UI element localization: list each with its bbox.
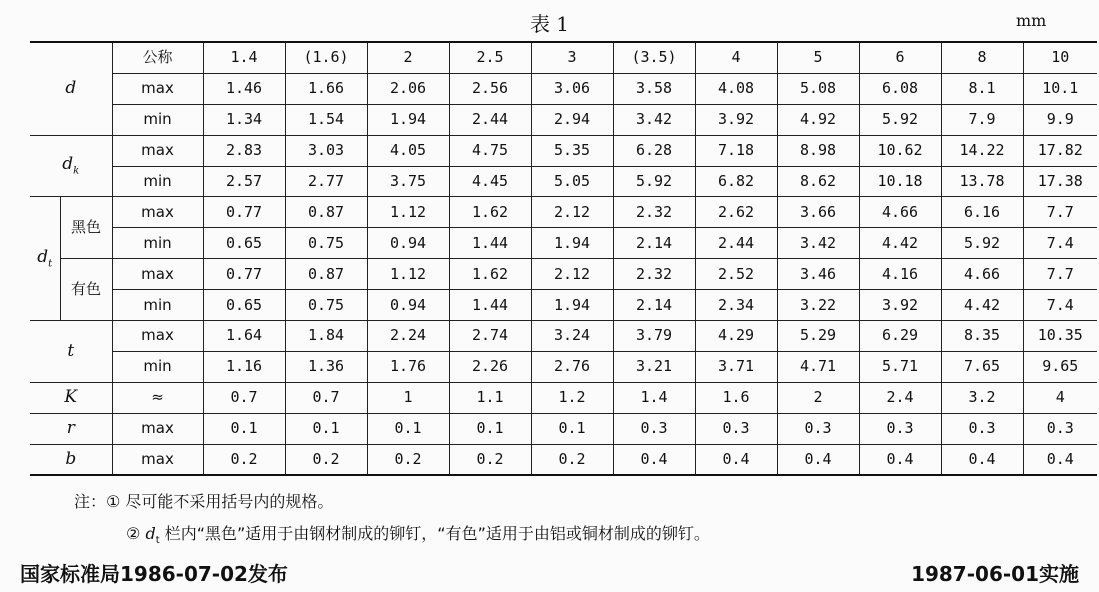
value-cell: 14.22 bbox=[941, 135, 1023, 166]
value-cell: 0.65 bbox=[203, 290, 285, 321]
value-cell: 7.65 bbox=[941, 351, 1023, 382]
value-cell: 0.87 bbox=[285, 197, 367, 228]
value-cell: 2.52 bbox=[695, 259, 777, 290]
value-cell: 2.74 bbox=[449, 321, 531, 352]
value-cell: 3.2 bbox=[941, 382, 1023, 413]
size-cell: 3 bbox=[531, 42, 613, 73]
value-cell: 2.14 bbox=[613, 228, 695, 259]
value-cell: 10.62 bbox=[859, 135, 941, 166]
value-cell: 2.44 bbox=[695, 228, 777, 259]
value-cell: 0.7 bbox=[285, 382, 367, 413]
value-cell: 5.08 bbox=[777, 73, 859, 104]
value-cell: 0.3 bbox=[941, 413, 1023, 444]
symbol-d: d bbox=[30, 42, 112, 135]
value-cell: 3.79 bbox=[613, 321, 695, 352]
table-notes bbox=[74, 486, 710, 557]
value-cell: 7.4 bbox=[1023, 228, 1097, 259]
value-cell: 0.75 bbox=[285, 290, 367, 321]
value-cell: 17.38 bbox=[1023, 166, 1097, 197]
value-cell: 0.75 bbox=[285, 228, 367, 259]
value-cell: 1.36 bbox=[285, 351, 367, 382]
value-cell: 7.7 bbox=[1023, 197, 1097, 228]
value-cell: 2.4 bbox=[859, 382, 941, 413]
value-cell: 3.21 bbox=[613, 351, 695, 382]
value-cell: 5.92 bbox=[613, 166, 695, 197]
value-cell: 2.57 bbox=[203, 166, 285, 197]
value-cell: 6.82 bbox=[695, 166, 777, 197]
table-row bbox=[30, 228, 1097, 259]
nominal-label: 公称 bbox=[112, 42, 203, 73]
value-cell: 8.98 bbox=[777, 135, 859, 166]
value-cell: 1.44 bbox=[449, 290, 531, 321]
value-cell: 0.1 bbox=[367, 413, 449, 444]
size-cell: 6 bbox=[859, 42, 941, 73]
value-cell: 2.12 bbox=[531, 197, 613, 228]
value-cell: 0.4 bbox=[777, 444, 859, 475]
symbol-k: K bbox=[30, 382, 112, 413]
value-cell: 3.58 bbox=[613, 73, 695, 104]
value-cell: 1.94 bbox=[531, 228, 613, 259]
value-cell: 8.1 bbox=[941, 73, 1023, 104]
value-cell: 1.62 bbox=[449, 259, 531, 290]
value-cell: 0.2 bbox=[285, 444, 367, 475]
value-cell: 0.3 bbox=[777, 413, 859, 444]
value-cell: 2.32 bbox=[613, 259, 695, 290]
value-cell: 0.1 bbox=[203, 413, 285, 444]
value-cell: 1.94 bbox=[367, 104, 449, 135]
value-cell: 2.24 bbox=[367, 321, 449, 352]
effective-date: 1987-06-01实施 bbox=[911, 562, 1079, 586]
value-cell: 0.87 bbox=[285, 259, 367, 290]
table-row bbox=[30, 444, 1097, 475]
value-cell: 4.75 bbox=[449, 135, 531, 166]
value-cell: 1.46 bbox=[203, 73, 285, 104]
value-cell: 1.12 bbox=[367, 259, 449, 290]
value-cell: 0.94 bbox=[367, 228, 449, 259]
size-cell: 8 bbox=[941, 42, 1023, 73]
rivet-dimension-table bbox=[30, 41, 1097, 476]
value-cell: 0.1 bbox=[531, 413, 613, 444]
value-cell: 7.9 bbox=[941, 104, 1023, 135]
limit-label: max bbox=[112, 135, 203, 166]
value-cell: 7.4 bbox=[1023, 290, 1097, 321]
symbol-b: b bbox=[30, 444, 112, 475]
size-cell: 1.4 bbox=[203, 42, 285, 73]
value-cell: 6.08 bbox=[859, 73, 941, 104]
value-cell: 5.35 bbox=[531, 135, 613, 166]
value-cell: 1.64 bbox=[203, 321, 285, 352]
value-cell: 7.18 bbox=[695, 135, 777, 166]
value-cell: 2.34 bbox=[695, 290, 777, 321]
value-cell: 0.3 bbox=[1023, 413, 1097, 444]
value-cell: 4.42 bbox=[859, 228, 941, 259]
note-1: 注：① 尽可能不采用括号内的规格。 bbox=[74, 492, 334, 511]
value-cell: 4.45 bbox=[449, 166, 531, 197]
value-cell: 1.1 bbox=[449, 382, 531, 413]
value-cell: 3.42 bbox=[777, 228, 859, 259]
value-cell: 10.1 bbox=[1023, 73, 1097, 104]
value-cell: 1 bbox=[367, 382, 449, 413]
value-cell: 0.4 bbox=[695, 444, 777, 475]
value-cell: 17.82 bbox=[1023, 135, 1097, 166]
value-cell: 3.66 bbox=[777, 197, 859, 228]
value-cell: 2.56 bbox=[449, 73, 531, 104]
value-cell: 1.34 bbox=[203, 104, 285, 135]
symbol-dt: $d_t$ bbox=[30, 197, 60, 321]
value-cell: 9.65 bbox=[1023, 351, 1097, 382]
value-cell: 2.83 bbox=[203, 135, 285, 166]
table-row bbox=[30, 382, 1097, 413]
size-cell: 2 bbox=[367, 42, 449, 73]
limit-label: max bbox=[112, 321, 203, 352]
value-cell: 0.77 bbox=[203, 197, 285, 228]
value-cell: 13.78 bbox=[941, 166, 1023, 197]
value-cell: 3.06 bbox=[531, 73, 613, 104]
value-cell: 6.28 bbox=[613, 135, 695, 166]
value-cell: 1.94 bbox=[531, 290, 613, 321]
value-cell: 5.92 bbox=[941, 228, 1023, 259]
value-cell: 6.16 bbox=[941, 197, 1023, 228]
value-cell: 0.3 bbox=[859, 413, 941, 444]
size-cell: 4 bbox=[695, 42, 777, 73]
value-cell: 1.44 bbox=[449, 228, 531, 259]
group-ferrous: 黑色 bbox=[60, 197, 112, 259]
value-cell: 2.12 bbox=[531, 259, 613, 290]
value-cell: 8.35 bbox=[941, 321, 1023, 352]
value-cell: 1.2 bbox=[531, 382, 613, 413]
size-cell: 10 bbox=[1023, 42, 1097, 73]
table-row bbox=[30, 259, 1097, 290]
value-cell: 2.76 bbox=[531, 351, 613, 382]
value-cell: 2.14 bbox=[613, 290, 695, 321]
value-cell: 4.66 bbox=[941, 259, 1023, 290]
table-title: 表 1 bbox=[529, 12, 570, 36]
table-row bbox=[30, 104, 1097, 135]
value-cell: 0.4 bbox=[859, 444, 941, 475]
value-cell: 3.92 bbox=[695, 104, 777, 135]
value-cell: 3.03 bbox=[285, 135, 367, 166]
symbol-r: r bbox=[30, 413, 112, 444]
limit-label: ≈ bbox=[112, 382, 203, 413]
value-cell: 4.42 bbox=[941, 290, 1023, 321]
value-cell: 1.16 bbox=[203, 351, 285, 382]
group-nonferrous: 有色 bbox=[60, 259, 112, 321]
value-cell: 7.7 bbox=[1023, 259, 1097, 290]
value-cell: 4.08 bbox=[695, 73, 777, 104]
table-row bbox=[30, 321, 1097, 352]
value-cell: 1.6 bbox=[695, 382, 777, 413]
value-cell: 2.32 bbox=[613, 197, 695, 228]
value-cell: 0.4 bbox=[613, 444, 695, 475]
value-cell: 5.05 bbox=[531, 166, 613, 197]
table-row bbox=[30, 166, 1097, 197]
unit-label: mm bbox=[1016, 11, 1047, 30]
value-cell: 0.77 bbox=[203, 259, 285, 290]
value-cell: 0.2 bbox=[449, 444, 531, 475]
value-cell: 4.16 bbox=[859, 259, 941, 290]
value-cell: 3.22 bbox=[777, 290, 859, 321]
value-cell: 0.94 bbox=[367, 290, 449, 321]
size-cell: 5 bbox=[777, 42, 859, 73]
size-cell: (1.6) bbox=[285, 42, 367, 73]
limit-label: max bbox=[112, 197, 203, 228]
limit-label: max bbox=[112, 413, 203, 444]
value-cell: 3.24 bbox=[531, 321, 613, 352]
value-cell: 9.9 bbox=[1023, 104, 1097, 135]
limit-label: min bbox=[112, 166, 203, 197]
value-cell: 1.76 bbox=[367, 351, 449, 382]
size-cell: (3.5) bbox=[613, 42, 695, 73]
value-cell: 0.1 bbox=[285, 413, 367, 444]
value-cell: 1.84 bbox=[285, 321, 367, 352]
limit-label: min bbox=[112, 290, 203, 321]
limit-label: min bbox=[112, 228, 203, 259]
value-cell: 0.65 bbox=[203, 228, 285, 259]
value-cell: 1.12 bbox=[367, 197, 449, 228]
value-cell: 6.29 bbox=[859, 321, 941, 352]
value-cell: 5.92 bbox=[859, 104, 941, 135]
value-cell: 0.3 bbox=[695, 413, 777, 444]
value-cell: 3.46 bbox=[777, 259, 859, 290]
value-cell: 0.2 bbox=[531, 444, 613, 475]
symbol-t: t bbox=[30, 321, 112, 383]
table-row bbox=[30, 73, 1097, 104]
value-cell: 1.54 bbox=[285, 104, 367, 135]
value-cell: 5.71 bbox=[859, 351, 941, 382]
value-cell: 2 bbox=[777, 382, 859, 413]
value-cell: 5.29 bbox=[777, 321, 859, 352]
table-row bbox=[30, 290, 1097, 321]
value-cell: 4.05 bbox=[367, 135, 449, 166]
value-cell: 4.92 bbox=[777, 104, 859, 135]
value-cell: 0.3 bbox=[613, 413, 695, 444]
value-cell: 4.29 bbox=[695, 321, 777, 352]
value-cell: 0.1 bbox=[449, 413, 531, 444]
header-row bbox=[30, 42, 1097, 73]
value-cell: 2.77 bbox=[285, 166, 367, 197]
table-row bbox=[30, 413, 1097, 444]
symbol-dk: $d_k$ bbox=[30, 135, 112, 197]
value-cell: 3.42 bbox=[613, 104, 695, 135]
value-cell: 3.75 bbox=[367, 166, 449, 197]
value-cell: 8.62 bbox=[777, 166, 859, 197]
limit-label: max bbox=[112, 444, 203, 475]
value-cell: 0.4 bbox=[1023, 444, 1097, 475]
value-cell: 10.18 bbox=[859, 166, 941, 197]
value-cell: 0.4 bbox=[941, 444, 1023, 475]
value-cell: 1.4 bbox=[613, 382, 695, 413]
value-cell: 2.06 bbox=[367, 73, 449, 104]
table-row bbox=[30, 351, 1097, 382]
value-cell: 1.62 bbox=[449, 197, 531, 228]
value-cell: 0.2 bbox=[203, 444, 285, 475]
limit-label: max bbox=[112, 73, 203, 104]
limit-label: max bbox=[112, 259, 203, 290]
value-cell: 1.66 bbox=[285, 73, 367, 104]
value-cell: 0.7 bbox=[203, 382, 285, 413]
issue-date: 国家标准局1986-07-02发布 bbox=[20, 562, 288, 586]
value-cell: 4 bbox=[1023, 382, 1097, 413]
value-cell: 4.66 bbox=[859, 197, 941, 228]
table-row bbox=[30, 197, 1097, 228]
value-cell: 2.94 bbox=[531, 104, 613, 135]
size-cell: 2.5 bbox=[449, 42, 531, 73]
value-cell: 4.71 bbox=[777, 351, 859, 382]
value-cell: 2.62 bbox=[695, 197, 777, 228]
limit-label: min bbox=[112, 104, 203, 135]
value-cell: 2.26 bbox=[449, 351, 531, 382]
note-2: ② $d_t$ 栏内“黑色”适用于由钢材制成的铆钉，“有色”适用于由铝或铜材制成的铆钉。 bbox=[126, 524, 710, 547]
value-cell: 3.92 bbox=[859, 290, 941, 321]
limit-label: min bbox=[112, 351, 203, 382]
value-cell: 3.71 bbox=[695, 351, 777, 382]
table-row bbox=[30, 135, 1097, 166]
value-cell: 2.44 bbox=[449, 104, 531, 135]
value-cell: 10.35 bbox=[1023, 321, 1097, 352]
value-cell: 0.2 bbox=[367, 444, 449, 475]
